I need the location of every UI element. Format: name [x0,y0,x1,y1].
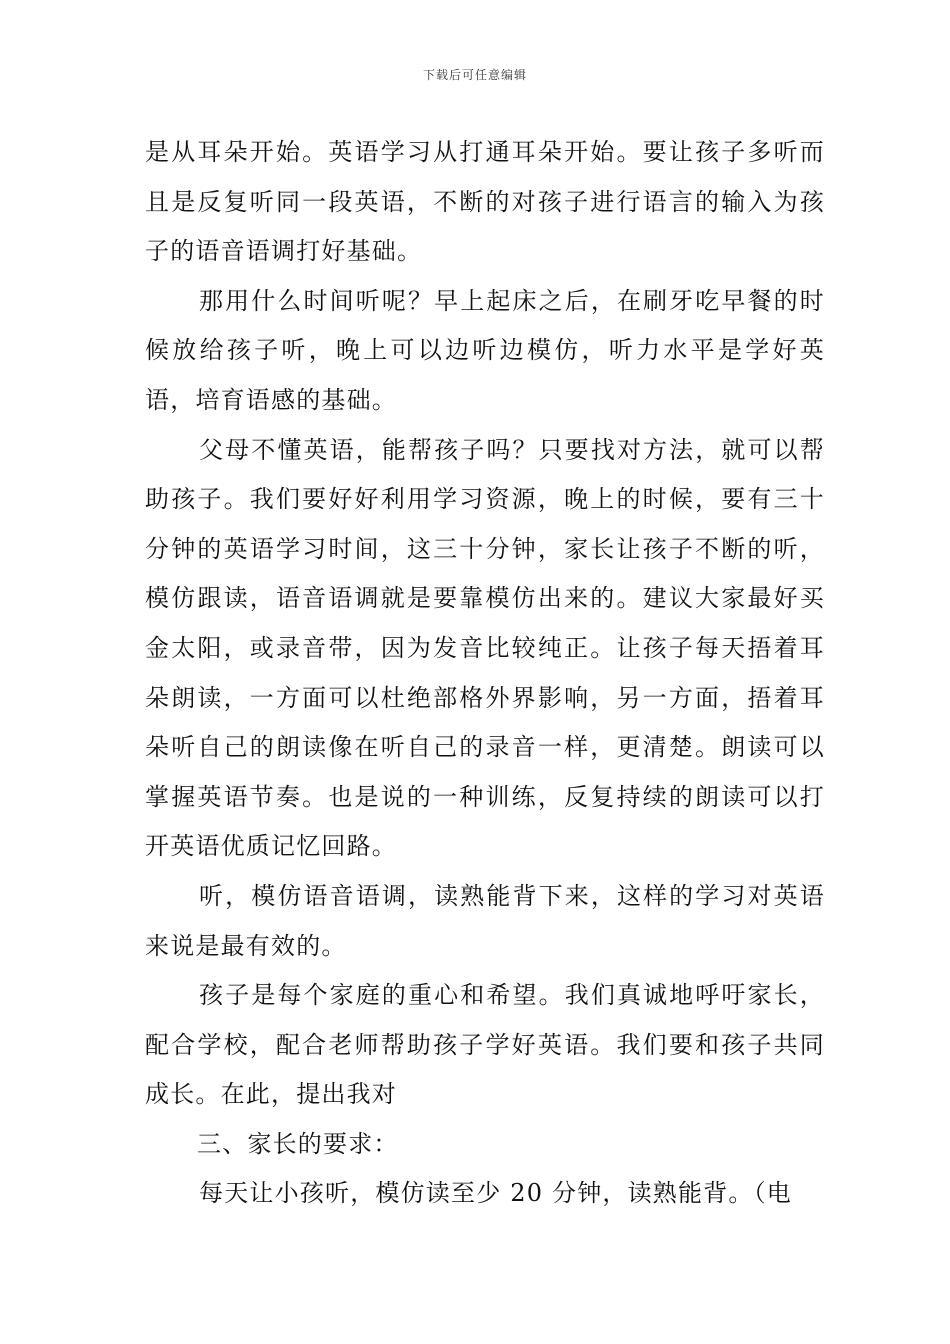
document-body [145,128,825,1219]
paragraph-6: 每天让小孩听，模仿读至少 20 分钟，读熟能背。（电 [199,1179,792,1208]
paragraph-5: 孩子是每个家庭的重心和希望。我们真诚地呼吁家长，配合学校，配合老师帮助孩子学好英语。我们要和孩子共同成长。在此，提出我对 [145,981,825,1109]
section-heading: 三、家长的要求： [197,1129,399,1158]
paragraph-4: 听，模仿语音语调，读熟能背下来，这样的学习对英语来说是最有效的。 [145,881,825,960]
page-header: 下载后可任意编辑 [422,68,527,82]
paragraph-3: 父母不懂英语，能帮孩子吗？只要找对方法，就可以帮助孩子。我们要好好利用学习资源，晚上的时候，要有三十分钟的英语学习时间，这三十分钟，家长让孩子不断的听，模仿跟读，语音语调就是要靠模仿出来的。建议大家最好买金太阳，或录音带，因为发音比较纯正。让孩子每天捂着耳朵朗读，一方面可以杜绝部格外界影响，另一方面，捂着耳朵听自己的朗读像在听自己的录音一样，更清楚。朗读可以掌握英语节奏。也是说的一种训练，反复持续的朗读可以打开英语优质记忆回路。 [145,435,825,861]
paragraph-2: 那用什么时间听呢？早上起床之后，在刷牙吃早餐的时候放给孩子听，晚上可以边听边模仿，听力水平是学好英语，培育语感的基础。 [145,286,825,414]
paragraph-1: 是从耳朵开始。英语学习从打通耳朵开始。要让孩子多听而且是反复听同一段英语，不断的对孩子进行语言的输入为孩子的语音语调打好基础。 [145,138,825,266]
